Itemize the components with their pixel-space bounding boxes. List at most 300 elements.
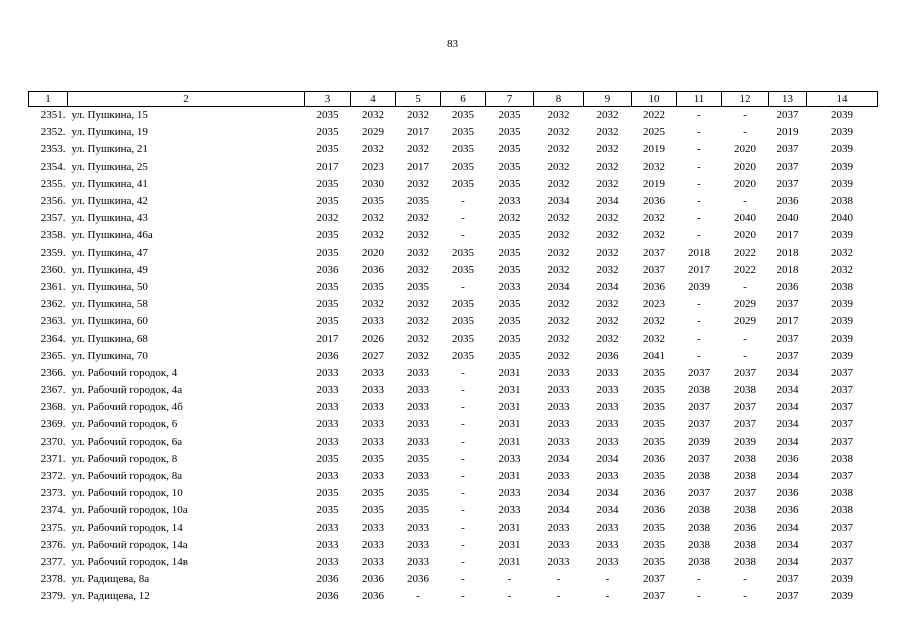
- row-number: 2352.: [40, 126, 66, 139]
- address-cell: ул. Пушкина, 42: [71, 195, 148, 208]
- year-cell: 2038: [831, 487, 853, 500]
- year-cell: 2037: [776, 143, 799, 156]
- year-cell: 2034: [776, 538, 799, 551]
- row-number: 2351.: [40, 109, 66, 122]
- table-row: [29, 296, 878, 313]
- year-cell: 2032: [547, 332, 570, 345]
- year-cell: 2033: [596, 366, 619, 379]
- year-cell: 2038: [688, 384, 710, 397]
- year-cell: 2035: [452, 160, 474, 173]
- year-cell: 2037: [643, 590, 665, 603]
- table-row: [29, 520, 878, 537]
- column-header-10: 10: [632, 92, 677, 107]
- year-cell: 2039: [831, 160, 853, 173]
- year-cell: 2033: [362, 555, 384, 568]
- row-number: 2358.: [40, 229, 66, 242]
- year-cell: -: [461, 366, 465, 379]
- year-cell: 2037: [688, 487, 710, 500]
- year-cell: 2040: [776, 212, 799, 225]
- row-number: 2363.: [40, 315, 66, 328]
- year-cell: -: [461, 573, 465, 586]
- year-cell: 2032: [596, 109, 619, 122]
- year-cell: 2032: [407, 143, 429, 156]
- year-cell: 2039: [734, 435, 756, 448]
- year-cell: -: [697, 590, 701, 603]
- year-cell: -: [697, 177, 701, 190]
- year-cell: -: [697, 315, 701, 328]
- year-cell: 2035: [316, 246, 339, 259]
- row-number: 2360.: [40, 263, 66, 276]
- address-cell: ул. Рабочий городок, 10: [71, 487, 183, 500]
- row-number: 2359.: [40, 246, 66, 259]
- row-number: 2357.: [40, 212, 66, 225]
- year-cell: 2033: [362, 470, 384, 483]
- year-cell: 2032: [362, 109, 384, 122]
- year-cell: 2032: [362, 212, 384, 225]
- year-cell: -: [743, 126, 747, 139]
- year-cell: 2031: [498, 435, 521, 448]
- year-cell: 2019: [643, 143, 665, 156]
- year-cell: 2033: [596, 521, 619, 534]
- address-cell: ул. Рабочий городок, 4а: [71, 384, 183, 397]
- year-cell: 2036: [734, 521, 756, 534]
- table-row: [29, 193, 878, 210]
- year-cell: 2033: [596, 538, 619, 551]
- column-header-13: 13: [769, 92, 807, 107]
- year-cell: 2032: [547, 212, 570, 225]
- year-cell: 2038: [688, 504, 710, 517]
- table-row: [29, 313, 878, 330]
- year-cell: 2032: [596, 263, 619, 276]
- year-cell: 2037: [776, 590, 799, 603]
- year-cell: 2032: [407, 349, 429, 362]
- year-cell: 2036: [643, 280, 665, 293]
- year-cell: 2039: [688, 280, 710, 293]
- year-cell: 2035: [316, 195, 339, 208]
- year-cell: 2037: [831, 538, 853, 551]
- year-cell: 2034: [596, 504, 619, 517]
- row-number: 2376.: [40, 538, 66, 551]
- year-cell: 2022: [734, 246, 756, 259]
- year-cell: 2037: [734, 418, 756, 431]
- year-cell: -: [697, 298, 701, 311]
- table-row: [29, 554, 878, 571]
- year-cell: 2035: [316, 280, 339, 293]
- year-cell: 2039: [831, 332, 853, 345]
- year-cell: 2037: [776, 298, 799, 311]
- year-cell: -: [743, 573, 747, 586]
- year-cell: -: [697, 332, 701, 345]
- year-cell: 2018: [776, 246, 799, 259]
- year-cell: 2036: [596, 349, 619, 362]
- year-cell: 2039: [831, 573, 853, 586]
- year-cell: 2033: [362, 401, 384, 414]
- address-cell: ул. Рабочий городок, 14в: [71, 555, 188, 568]
- row-number: 2370.: [40, 435, 66, 448]
- column-header-11: 11: [677, 92, 722, 107]
- year-cell: -: [697, 126, 701, 139]
- year-cell: 2033: [547, 401, 570, 414]
- year-cell: 2032: [547, 315, 570, 328]
- year-cell: 2017: [407, 126, 429, 139]
- year-cell: 2031: [498, 521, 521, 534]
- address-cell: ул. Рабочий городок, 14а: [71, 538, 188, 551]
- year-cell: 2037: [831, 521, 853, 534]
- year-cell: 2035: [643, 470, 665, 483]
- year-cell: 2034: [547, 504, 570, 517]
- year-cell: 2034: [776, 555, 799, 568]
- year-cell: 2035: [643, 401, 665, 414]
- year-cell: 2037: [643, 263, 665, 276]
- year-cell: 2033: [316, 555, 339, 568]
- year-cell: 2036: [643, 504, 665, 517]
- year-cell: 2038: [734, 504, 756, 517]
- column-header-9: 9: [584, 92, 632, 107]
- year-cell: 2035: [643, 538, 665, 551]
- year-cell: 2035: [452, 315, 474, 328]
- year-cell: 2032: [547, 160, 570, 173]
- year-cell: 2032: [596, 126, 619, 139]
- year-cell: 2032: [596, 298, 619, 311]
- year-cell: 2033: [547, 418, 570, 431]
- year-cell: -: [461, 401, 465, 414]
- row-number: 2365.: [40, 349, 66, 362]
- year-cell: 2037: [776, 160, 799, 173]
- year-cell: 2018: [688, 246, 710, 259]
- table-row: [29, 399, 878, 416]
- table-row: [29, 485, 878, 502]
- row-number: 2362.: [40, 298, 66, 311]
- year-cell: 2037: [831, 555, 853, 568]
- year-cell: 2039: [831, 177, 853, 190]
- address-cell: ул. Пушкина, 25: [71, 160, 148, 173]
- year-cell: 2039: [831, 315, 853, 328]
- year-cell: -: [605, 573, 610, 586]
- year-cell: 2034: [776, 435, 799, 448]
- year-cell: 2033: [596, 435, 619, 448]
- year-cell: 2038: [688, 555, 710, 568]
- year-cell: 2033: [362, 315, 384, 328]
- page-number: 83: [447, 38, 458, 50]
- year-cell: 2036: [643, 195, 665, 208]
- year-cell: 2037: [734, 487, 756, 500]
- table-row: [29, 434, 878, 451]
- address-cell: ул. Пушкина, 43: [71, 212, 148, 225]
- table-row: [29, 537, 878, 554]
- year-cell: 2036: [316, 349, 339, 362]
- year-cell: 2020: [362, 246, 384, 259]
- year-cell: 2038: [734, 452, 756, 465]
- column-header-14: 14: [807, 92, 878, 107]
- year-cell: -: [743, 195, 747, 208]
- year-cell: 2032: [547, 109, 570, 122]
- year-cell: 2025: [643, 126, 665, 139]
- year-cell: 2033: [498, 280, 521, 293]
- year-cell: 2020: [734, 177, 756, 190]
- year-cell: 2026: [362, 332, 384, 345]
- row-number: 2367.: [40, 384, 66, 397]
- year-cell: 2034: [596, 452, 619, 465]
- year-cell: 2022: [734, 263, 756, 276]
- year-cell: 2038: [734, 470, 756, 483]
- year-cell: 2033: [596, 384, 619, 397]
- year-cell: 2036: [316, 573, 339, 586]
- row-number: 2371.: [40, 452, 66, 465]
- year-cell: 2033: [316, 384, 339, 397]
- year-cell: 2033: [596, 555, 619, 568]
- table-row: [29, 416, 878, 433]
- year-cell: 2035: [362, 280, 384, 293]
- year-cell: 2035: [407, 504, 429, 517]
- year-cell: 2036: [316, 263, 339, 276]
- year-cell: 2036: [362, 590, 384, 603]
- year-cell: 2037: [831, 470, 853, 483]
- address-cell: ул. Рабочий городок, 6: [71, 418, 178, 431]
- year-cell: -: [697, 212, 701, 225]
- year-cell: 2036: [316, 590, 339, 603]
- table-row: [29, 330, 878, 347]
- year-cell: 2037: [643, 573, 665, 586]
- year-cell: 2034: [776, 384, 799, 397]
- column-header-5: 5: [396, 92, 441, 107]
- year-cell: 2032: [547, 177, 570, 190]
- year-cell: 2033: [316, 470, 339, 483]
- year-cell: 2035: [316, 109, 339, 122]
- year-cell: 2032: [407, 177, 429, 190]
- year-cell: 2036: [643, 487, 665, 500]
- year-cell: 2038: [734, 384, 756, 397]
- address-cell: ул. Пушкина, 46а: [71, 229, 153, 242]
- year-cell: -: [461, 590, 465, 603]
- year-cell: 2035: [498, 177, 521, 190]
- year-cell: 2033: [407, 521, 429, 534]
- year-cell: 2039: [831, 229, 853, 242]
- year-cell: 2033: [407, 401, 429, 414]
- year-cell: 2032: [831, 263, 853, 276]
- year-cell: 2032: [407, 332, 429, 345]
- address-cell: ул. Рабочий городок, 14: [71, 521, 183, 534]
- year-cell: 2035: [316, 315, 339, 328]
- year-cell: 2035: [452, 263, 474, 276]
- year-cell: 2035: [452, 298, 474, 311]
- year-cell: 2033: [407, 555, 429, 568]
- year-cell: 2035: [316, 143, 339, 156]
- year-cell: -: [556, 590, 561, 603]
- table-row: [29, 159, 878, 176]
- year-cell: 2035: [643, 366, 665, 379]
- year-cell: 2032: [547, 229, 570, 242]
- year-cell: 2033: [407, 538, 429, 551]
- address-cell: ул. Рабочий городок, 10а: [71, 504, 188, 517]
- year-cell: 2030: [362, 177, 384, 190]
- row-number: 2374.: [40, 504, 66, 517]
- year-cell: 2033: [547, 538, 570, 551]
- row-number: 2378.: [40, 573, 66, 586]
- address-cell: ул. Пушкина, 70: [71, 349, 148, 362]
- address-cell: ул. Пушкина, 15: [71, 109, 148, 122]
- year-cell: 2033: [498, 195, 521, 208]
- column-header-6: 6: [441, 92, 486, 107]
- year-cell: 2027: [362, 349, 384, 362]
- year-cell: -: [697, 195, 701, 208]
- year-cell: 2033: [362, 418, 384, 431]
- year-cell: 2032: [596, 160, 619, 173]
- year-cell: 2032: [643, 332, 665, 345]
- year-cell: 2035: [498, 332, 521, 345]
- address-cell: ул. Рабочий городок, 4: [71, 366, 178, 379]
- year-cell: 2035: [643, 555, 665, 568]
- table-row: [29, 279, 878, 296]
- row-number: 2377.: [40, 555, 66, 568]
- year-cell: 2036: [362, 263, 384, 276]
- year-cell: 2035: [498, 160, 521, 173]
- year-cell: 2033: [596, 401, 619, 414]
- year-cell: 2035: [452, 126, 474, 139]
- column-header-12: 12: [722, 92, 769, 107]
- year-cell: -: [743, 590, 747, 603]
- table-row: [29, 571, 878, 588]
- address-cell: ул. Пушкина, 21: [71, 143, 148, 156]
- year-cell: 2033: [547, 521, 570, 534]
- table-row: [29, 348, 878, 365]
- year-cell: 2035: [452, 349, 474, 362]
- year-cell: 2032: [596, 246, 619, 259]
- year-cell: 2035: [452, 246, 474, 259]
- address-cell: ул. Радищева, 8а: [71, 573, 150, 586]
- address-cell: ул. Пушкина, 41: [71, 177, 148, 190]
- year-cell: -: [461, 418, 465, 431]
- address-cell: ул. Рабочий городок, 8: [71, 452, 178, 465]
- year-cell: 2037: [776, 349, 799, 362]
- year-cell: 2033: [362, 384, 384, 397]
- year-cell: 2032: [362, 229, 384, 242]
- year-cell: 2029: [734, 298, 756, 311]
- year-cell: -: [461, 470, 465, 483]
- row-number: 2366.: [40, 366, 66, 379]
- year-cell: -: [507, 590, 512, 603]
- year-cell: 2035: [362, 487, 384, 500]
- year-cell: 2017: [407, 160, 429, 173]
- year-cell: 2033: [362, 366, 384, 379]
- year-cell: 2036: [776, 452, 799, 465]
- year-cell: -: [697, 229, 701, 242]
- row-number: 2361.: [40, 280, 66, 293]
- year-cell: 2031: [498, 538, 521, 551]
- year-cell: 2037: [688, 366, 710, 379]
- table-row: [29, 141, 878, 158]
- column-header-3: 3: [305, 92, 351, 107]
- year-cell: -: [507, 573, 512, 586]
- year-cell: -: [461, 280, 465, 293]
- year-cell: 2035: [643, 384, 665, 397]
- year-cell: 2035: [316, 298, 339, 311]
- year-cell: 2017: [316, 160, 339, 173]
- year-cell: 2020: [734, 143, 756, 156]
- year-cell: 2032: [547, 298, 570, 311]
- year-cell: 2033: [547, 470, 570, 483]
- year-cell: 2032: [643, 212, 665, 225]
- year-cell: 2041: [643, 349, 665, 362]
- year-cell: -: [743, 332, 747, 345]
- year-cell: -: [461, 452, 465, 465]
- table-row: [29, 382, 878, 399]
- year-cell: -: [743, 109, 747, 122]
- year-cell: 2032: [547, 126, 570, 139]
- year-cell: 2033: [498, 487, 521, 500]
- year-cell: 2020: [734, 229, 756, 242]
- year-cell: 2032: [547, 263, 570, 276]
- year-cell: 2033: [547, 384, 570, 397]
- year-cell: 2017: [688, 263, 710, 276]
- year-cell: 2023: [643, 298, 665, 311]
- year-cell: 2033: [407, 418, 429, 431]
- year-cell: 2033: [498, 504, 521, 517]
- table-row: [29, 245, 878, 262]
- year-cell: 2034: [547, 487, 570, 500]
- year-cell: 2037: [776, 332, 799, 345]
- year-cell: 2034: [776, 401, 799, 414]
- year-cell: 2035: [362, 195, 384, 208]
- year-cell: 2029: [734, 315, 756, 328]
- schedule-table: [28, 91, 878, 605]
- table-row: [29, 124, 878, 141]
- year-cell: 2039: [831, 590, 853, 603]
- year-cell: 2035: [316, 229, 339, 242]
- year-cell: 2032: [316, 212, 339, 225]
- year-cell: 2035: [407, 195, 429, 208]
- table-row: [29, 210, 878, 227]
- year-cell: 2032: [643, 160, 665, 173]
- year-cell: 2035: [316, 504, 339, 517]
- year-cell: 2036: [776, 504, 799, 517]
- table-row: [29, 365, 878, 382]
- year-cell: 2035: [407, 452, 429, 465]
- year-cell: 2032: [547, 143, 570, 156]
- header-row: [29, 92, 878, 107]
- year-cell: 2037: [831, 384, 853, 397]
- year-cell: 2038: [831, 195, 853, 208]
- year-cell: 2035: [498, 263, 521, 276]
- year-cell: 2035: [498, 246, 521, 259]
- year-cell: 2036: [643, 452, 665, 465]
- year-cell: 2032: [407, 263, 429, 276]
- year-cell: 2038: [734, 538, 756, 551]
- year-cell: -: [461, 487, 465, 500]
- address-cell: ул. Пушкина, 58: [71, 298, 148, 311]
- year-cell: 2032: [643, 229, 665, 242]
- year-cell: 2032: [596, 315, 619, 328]
- year-cell: 2029: [362, 126, 384, 139]
- year-cell: -: [697, 143, 701, 156]
- year-cell: 2032: [596, 177, 619, 190]
- row-number: 2375.: [40, 521, 66, 534]
- year-cell: 2037: [734, 366, 756, 379]
- year-cell: 2023: [362, 160, 384, 173]
- year-cell: 2035: [498, 349, 521, 362]
- year-cell: 2038: [734, 555, 756, 568]
- year-cell: 2032: [362, 143, 384, 156]
- year-cell: 2017: [776, 229, 799, 242]
- year-cell: 2036: [776, 487, 799, 500]
- address-cell: ул. Пушкина, 47: [71, 246, 148, 259]
- year-cell: 2037: [831, 401, 853, 414]
- year-cell: 2035: [498, 229, 521, 242]
- year-cell: -: [605, 590, 610, 603]
- year-cell: 2037: [643, 246, 665, 259]
- year-cell: 2034: [776, 366, 799, 379]
- year-cell: 2035: [407, 487, 429, 500]
- year-cell: -: [697, 109, 701, 122]
